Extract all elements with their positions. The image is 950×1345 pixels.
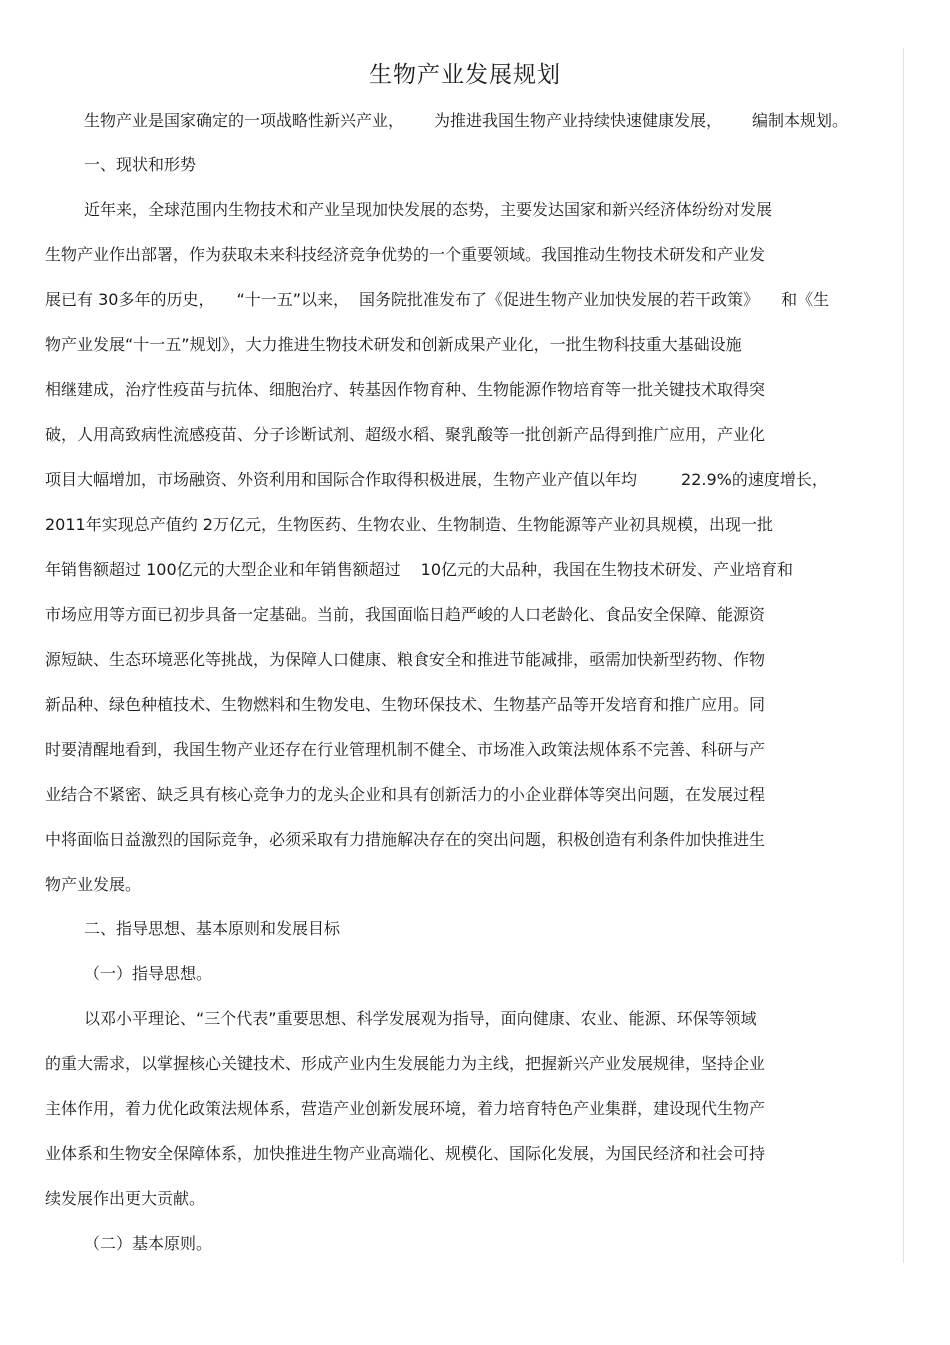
section2-line-4: 业体系和生物安全保障体系，加快推进生物产业高端化、规模化、国际化发展，为国民经济和社会可持 — [45, 1144, 766, 1163]
section1-line-9a: 年销售额超过 100亿元的大型企业和年销售额超过 — [45, 560, 401, 579]
section1-line-15: 中将面临日益激烈的国际竞争，必须采取有力措施解决存在的突出问题，积极创造有利条件加快推进生 — [45, 830, 766, 849]
section1-line-3d: 和《生 — [781, 290, 830, 309]
section1-line-1: 近年来，全球范围内生物技术和产业呈现加快发展的态势，主要发达国家和新兴经济体纷纷对发展 — [84, 200, 773, 219]
section1-line-9b: 10亿元的大品种，我国在生物技术研发、产业培育和 — [420, 560, 794, 579]
section1-line-3c: 国务院批准发布了《促进生物产业加快发展的若干政策》 — [359, 290, 760, 309]
section2-line-3: 主体作用，着力优化政策法规体系，营造产业创新发展环境，着力培育特色产业集群，建设现代生物产 — [45, 1099, 766, 1118]
section1-line-5: 相继建成，治疗性疫苗与抗体、细胞治疗、转基因作物育种、生物能源作物培育等一批关键技术取得突 — [45, 380, 766, 399]
intro-part-2: 为推进我国生物产业持续快速健康发展， — [434, 111, 723, 130]
section2-line-1: 以邓小平理论、“三个代表”重要思想、科学发展观为指导，面向健康、农业、能源、环保等领域 — [84, 1009, 757, 1028]
section1-line-7a: 项目大幅增加，市场融资、外资利用和国际合作取得积极进展，生物产业产值以年均 — [45, 470, 638, 489]
intro-part-3: 编制本规划。 — [752, 111, 849, 130]
section2-line-2: 的重大需求，以掌握核心关键技术、形成产业内生发展能力为主线，把握新兴产业发展规律，坚持企业 — [45, 1054, 766, 1073]
section1-line-12: 新品种、绿色种植技术、生物燃料和生物发电、生物环保技术、生物基产品等开发培育和推广应用。同 — [45, 695, 766, 714]
section1-line-3 — [45, 289, 829, 311]
section1-line-9 — [45, 559, 793, 581]
section1-line-7b: 22.9%的速度增长， — [681, 470, 828, 489]
section2-line-5: 续发展作出更大贡献。 — [45, 1189, 206, 1208]
intro-paragraph — [84, 110, 848, 132]
section1-line-11: 源短缺、生态环境恶化等挑战，为保障人口健康、粮食安全和推进节能减排，亟需加快新型药物、作物 — [45, 650, 766, 669]
section-heading-1: 一、现状和形势 — [84, 155, 197, 174]
section1-line-7 — [45, 469, 828, 491]
document-title: 生物产业发展规划 — [369, 62, 561, 88]
section-heading-2: 二、指导思想、基本原则和发展目标 — [84, 919, 341, 938]
subheading-guiding-ideology: （一）指导思想。 — [84, 964, 213, 983]
section1-line-10: 市场应用等方面已初步具备一定基础。当前，我国面临日趋严峻的人口老龄化、食品安全保障、能源资 — [45, 605, 766, 624]
section1-line-13: 时要清醒地看到，我国生物产业还存在行业管理机制不健全、市场准入政策法规体系不完善、科研与产 — [45, 740, 766, 759]
section1-line-14: 业结合不紧密、缺乏具有核心竞争力的龙头企业和具有创新活力的小企业群体等突出问题，在发展过程 — [45, 785, 766, 804]
section1-line-8: 2011年实现总产值约 2万亿元，生物医药、生物农业、生物制造、生物能源等产业初具规模，出现一批 — [45, 515, 773, 534]
section1-line-3a: 展已有 30多年的历史， — [45, 290, 215, 309]
section1-line-3b: “十一五”以来， — [236, 290, 350, 309]
subheading-basic-principles: （二）基本原则。 — [84, 1234, 213, 1253]
section1-line-4: 物产业发展“十一五”规划》，大力推进生物技术研发和创新成果产业化，一批生物科技重大基础设施 — [45, 335, 742, 354]
section1-line-6: 破，人用高致病性流感疫苗、分子诊断试剂、超级水稻、聚乳酸等一批创新产品得到推广应用，产业化 — [45, 425, 766, 444]
page-edge-rule — [903, 48, 904, 1263]
section1-line-16: 物产业发展。 — [45, 875, 142, 894]
section1-line-2: 生物产业作出部署，作为获取未来科技经济竞争优势的一个重要领域。我国推动生物技术研发和产业发 — [45, 245, 766, 264]
intro-part-1: 生物产业是国家确定的一项战略性新兴产业， — [84, 111, 405, 130]
